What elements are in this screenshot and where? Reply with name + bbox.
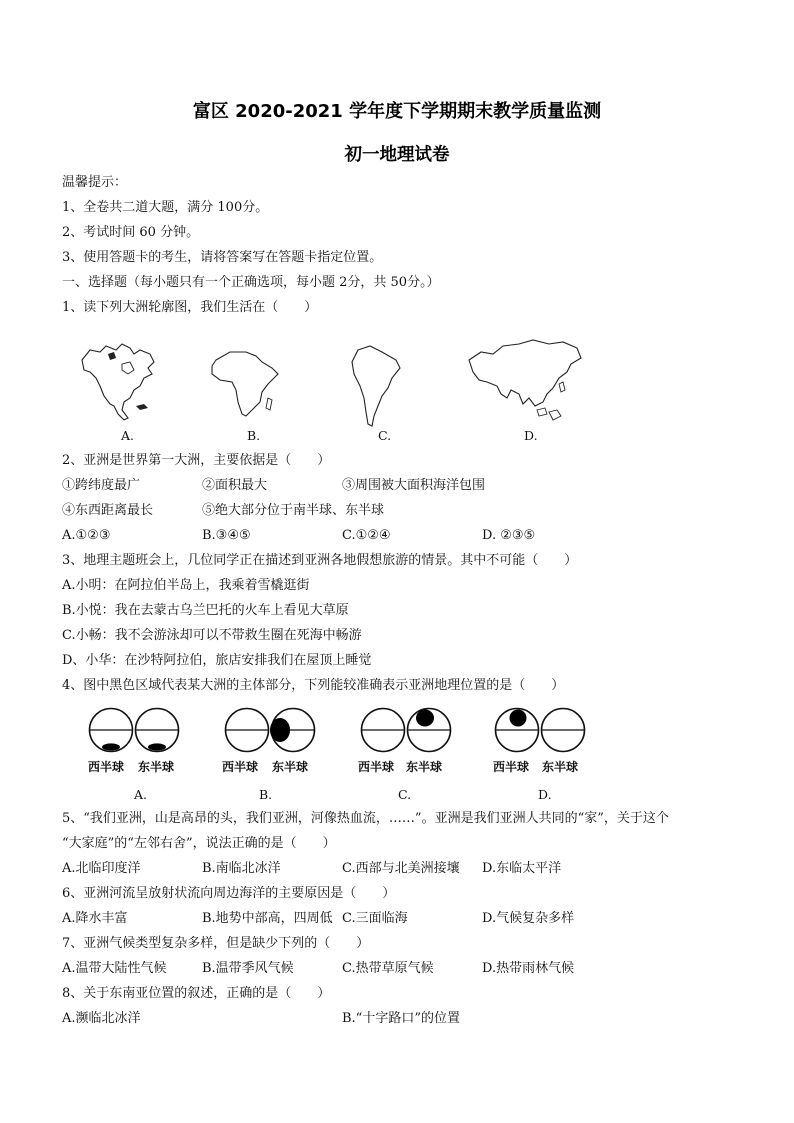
answer-option: A.小明：在阿拉伯半岛上，我乘着雪橇逛街 bbox=[62, 578, 310, 593]
exam-subtitle: 初一地理试卷 bbox=[344, 145, 450, 165]
option-label: A. bbox=[134, 787, 148, 802]
hemisphere-figure-b bbox=[224, 706, 318, 754]
answer-option: B.温带季风气候 bbox=[202, 961, 294, 976]
west-hemisphere-label: 西半球 bbox=[493, 760, 530, 774]
east-hemisphere-label: 东半球 bbox=[138, 760, 175, 774]
tip-item: 3、使用答题卡的考生，请将答案写在答题卡指定位置。 bbox=[62, 250, 383, 265]
answer-option: A.北临印度洋 bbox=[62, 861, 141, 876]
option-label: B. bbox=[259, 787, 273, 802]
south-america-map bbox=[348, 344, 404, 428]
answer-option: C.三面临海 bbox=[342, 911, 408, 926]
statement: ③周围被大面积海洋包围 bbox=[342, 478, 486, 493]
statement: ②面积最大 bbox=[202, 478, 268, 493]
question-stem-continued: “大家庭”的“左邻右舍”，说法正确的是（ ） bbox=[62, 836, 336, 851]
statement: ⑤绝大部分位于南半球、东半球 bbox=[202, 503, 385, 518]
answer-option: D.热带雨林气候 bbox=[482, 961, 575, 976]
section-heading: 一、选择题（每小题只有一个正确选项，每小题 2分，共 50分。） bbox=[62, 275, 440, 290]
west-hemisphere-label: 西半球 bbox=[222, 760, 259, 774]
question-stem: 4、图中黑色区域代表某大洲的主体部分，下列能较准确表示亚洲地理位置的是（ ） bbox=[62, 678, 565, 693]
option-label: B. bbox=[247, 428, 261, 443]
answer-option: B.③④⑤ bbox=[202, 528, 251, 543]
question-stem: 1、读下列大洲轮廓图，我们生活在（ ） bbox=[62, 300, 318, 315]
question-stem: 5、“我们亚洲，山是高昂的头，我们亚洲，河像热血流，……”。亚洲是我们亚洲人共同的“家”，关于这个 bbox=[62, 811, 669, 826]
tips-heading: 温馨提示： bbox=[62, 175, 128, 190]
answer-option: A.濒临北冰洋 bbox=[62, 1011, 141, 1026]
option-label: D. bbox=[524, 428, 538, 443]
answer-option: C.小畅：我不会游泳却可以不带救生圈在死海中畅游 bbox=[62, 628, 362, 643]
answer-option: B.小悦：我在去蒙古乌兰巴托的火车上看见大草原 bbox=[62, 603, 349, 618]
statement: ①跨纬度最广 bbox=[62, 478, 141, 493]
west-hemisphere-label: 西半球 bbox=[358, 760, 395, 774]
hemisphere-figure-c bbox=[360, 706, 454, 754]
question-stem: 7、亚洲气候类型复杂多样，但是缺少下列的（ ） bbox=[62, 936, 370, 951]
tip-item: 2、考试时间 60 分钟。 bbox=[62, 225, 200, 240]
option-label: D. bbox=[538, 787, 552, 802]
east-hemisphere-label: 东半球 bbox=[542, 760, 579, 774]
answer-option: A.降水丰富 bbox=[62, 911, 128, 926]
africa-map bbox=[206, 346, 282, 422]
answer-option: A.温带大陆性气候 bbox=[62, 961, 167, 976]
answer-option: D.东临太平洋 bbox=[482, 861, 562, 876]
west-hemisphere-label: 西半球 bbox=[88, 760, 125, 774]
east-hemisphere-label: 东半球 bbox=[272, 760, 309, 774]
option-label: C. bbox=[398, 787, 412, 802]
hemisphere-figure-d bbox=[494, 706, 588, 754]
question-stem: 8、关于东南亚位置的叙述，正确的是（ ） bbox=[62, 986, 331, 1001]
answer-option: B.南临北冰洋 bbox=[202, 861, 281, 876]
answer-option: B.“十字路口”的位置 bbox=[342, 1011, 460, 1026]
answer-option: A.①②③ bbox=[62, 528, 111, 543]
answer-option: D、小华：在沙特阿拉伯，旅店安排我们在屋顶上睡觉 bbox=[62, 653, 372, 668]
tip-item: 1、全卷共二道大题，满分 100分。 bbox=[62, 200, 269, 215]
answer-option: C.①②④ bbox=[342, 528, 391, 543]
east-hemisphere-label: 东半球 bbox=[406, 760, 443, 774]
question-stem: 2、亚洲是世界第一大洲，主要依据是（ ） bbox=[62, 453, 331, 468]
north-america-map bbox=[78, 340, 158, 424]
option-label: A. bbox=[121, 428, 135, 443]
statement: ④东西距离最长 bbox=[62, 503, 154, 518]
answer-option: C.西部与北美洲接壤 bbox=[342, 861, 460, 876]
exam-title: 富区 2020-2021 学年度下学期期末教学质量监测 bbox=[192, 101, 602, 122]
option-label: C. bbox=[378, 428, 392, 443]
answer-option: C.热带草原气候 bbox=[342, 961, 434, 976]
answer-option: D. ②③⑤ bbox=[482, 528, 536, 543]
question-stem: 3、地理主题班会上，几位同学正在描述到亚洲各地假想旅游的情景。其中不可能（ ） bbox=[62, 553, 578, 568]
hemisphere-figure-a bbox=[88, 706, 182, 754]
answer-option: B.地势中部高，四周低 bbox=[202, 911, 333, 926]
question-stem: 6、亚洲河流呈放射状流向周边海洋的主要原因是（ ） bbox=[62, 886, 396, 901]
asia-map bbox=[463, 336, 585, 426]
answer-option: D.气候复杂多样 bbox=[482, 911, 575, 926]
